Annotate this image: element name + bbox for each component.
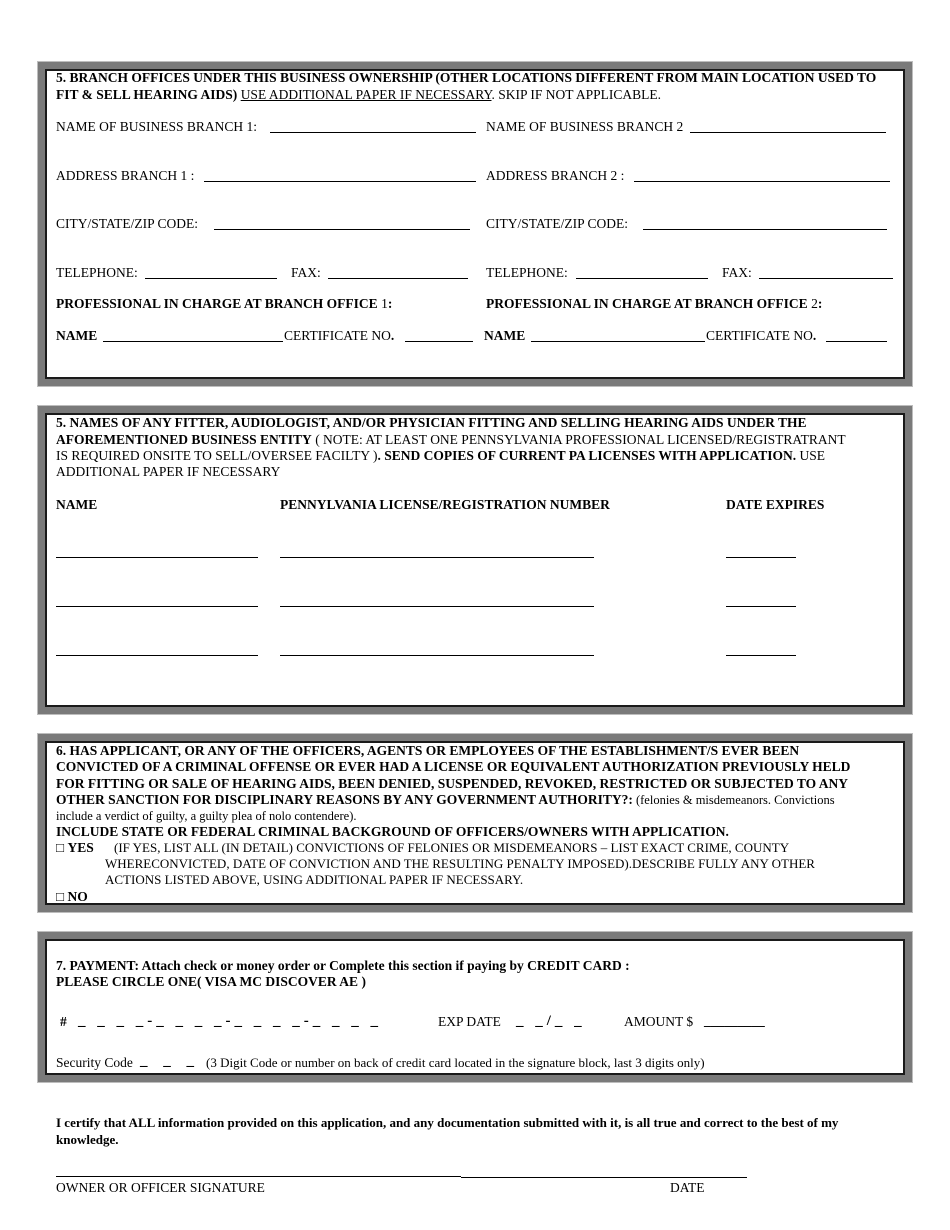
signature-field[interactable] [56, 1176, 461, 1177]
fitter-expires-field[interactable] [726, 606, 796, 607]
prof2-certificate-label: CERTIFICATE NO. [706, 328, 817, 343]
address-branch2-label: ADDRESS BRANCH 2 : [486, 168, 625, 183]
card-number-field[interactable]: _ _ _ _-_ _ _ _-_ _ _ _-_ _ _ _ [78, 1013, 382, 1029]
fitter-license-field[interactable] [280, 557, 594, 558]
yes-details-line2: WHERECONVICTED, DATE OF CONVICTION AND THE RESULTING PENALTY IMPOSED).DESCRIBE FULLY ANY OTHER [105, 856, 815, 871]
certification-text: I certify that ALL information provided on this application, and any documentation submitted with it, is all true and correct to the best of my knowledge. [56, 1115, 839, 1147]
address-branch2-field[interactable] [634, 181, 890, 182]
fitters-heading-line4: ADDITIONAL PAPER IF NECESSARY [56, 464, 281, 479]
fax2-field[interactable] [759, 278, 893, 279]
fitters-heading-line2: AFOREMENTIONED BUSINESS ENTITY ( NOTE: AT LEAST ONE PENNSYLVANIA PROFESSIONAL LICENSED/REGISTRATRANT [56, 432, 846, 447]
prof1-certificate-label: CERTIFICATE NO. [284, 328, 395, 343]
fax1-field[interactable] [328, 278, 468, 279]
fax2-label: FAX: [722, 265, 752, 280]
offense-question-line3: FOR FITTING OR SALE OF HEARING AIDS, BEEN DENIED, SUSPENDED, REVOKED, RESTRICTED OR SUBJECTED TO ANY [56, 776, 849, 791]
offense-question-line1: 6. HAS APPLICANT, OR ANY OF THE OFFICERS, AGENTS OR EMPLOYEES OF THE ESTABLISHMENT/S EVER BEEN [56, 743, 800, 758]
name-branch1-field[interactable] [270, 132, 476, 133]
yes-checkbox[interactable]: □ [56, 840, 65, 855]
prof1-name-label: NAME [56, 328, 98, 343]
exp-date-label: EXP DATE [438, 1014, 501, 1029]
prof2-name-field[interactable] [531, 341, 705, 342]
city2-label: CITY/STATE/ZIP CODE: [486, 216, 629, 231]
card-number-label: # [60, 1014, 67, 1029]
payment-card-types: PLEASE CIRCLE ONE( VISA MC DISCOVER AE ) [56, 974, 366, 989]
telephone1-field[interactable] [145, 278, 277, 279]
address-branch1-field[interactable] [204, 181, 476, 182]
address-branch1-label: ADDRESS BRANCH 1 : [56, 168, 195, 183]
fitter-name-field[interactable] [56, 655, 258, 656]
fax1-label: FAX: [291, 265, 321, 280]
yes-details-line3: ACTIONS LISTED ABOVE, USING ADDITIONAL PAPER IF NECESSARY. [105, 872, 524, 887]
amount-field[interactable]: _________ [704, 1013, 765, 1028]
telephone2-label: TELEPHONE: [486, 265, 568, 280]
fitter-name-field[interactable] [56, 606, 258, 607]
column-name: NAME [56, 497, 98, 512]
fitters-heading-line1: 5. NAMES OF ANY FITTER, AUDIOLOGIST, AND/OR PHYSICIAN FITTING AND SELLING HEARING AIDS UNDER THE [56, 415, 807, 430]
signature-label: OWNER OR OFFICER SIGNATURE [56, 1180, 265, 1195]
name-branch1-label: NAME OF BUSINESS BRANCH 1: [56, 119, 258, 134]
column-date-expires: DATE EXPIRES [726, 497, 825, 512]
date-label: DATE [670, 1180, 705, 1195]
name-branch2-label: NAME OF BUSINESS BRANCH 2 [486, 119, 684, 134]
security-code-note: (3 Digit Code or number on back of credit card located in the signature block, last 3 digits only) [206, 1055, 705, 1070]
prof-branch1-label: PROFESSIONAL IN CHARGE AT BRANCH OFFICE 1: [56, 296, 393, 311]
fitter-expires-field[interactable] [726, 557, 796, 558]
telephone1-label: TELEPHONE: [56, 265, 138, 280]
security-code-label: Security Code [56, 1055, 133, 1070]
offense-question-line4: OTHER SANCTION FOR DISCIPLINARY REASONS BY ANY GOVERNMENT AUTHORITY?: (felonies & misdemeanors. Convictions [56, 792, 835, 807]
include-background-note: INCLUDE STATE OR FEDERAL CRIMINAL BACKGROUND OF OFFICERS/OWNERS WITH APPLICATION. [56, 824, 729, 839]
fitters-heading-line3: IS REQUIRED ONSITE TO SELL/OVERSEE FACILTY ). SEND COPIES OF CURRENT PA LICENSES WITH APPLICATION. USE [56, 448, 825, 463]
yes-option[interactable]: □ YES [56, 840, 94, 855]
city2-field[interactable] [643, 229, 887, 230]
prof1-certificate-field[interactable] [405, 341, 473, 342]
yes-details-line1: (IF YES, LIST ALL (IN DETAIL) CONVICTIONS OF FELONIES OR MISDEMEANORS – LIST EXACT CRIME, COUNTY [114, 840, 790, 855]
prof2-certificate-field[interactable] [826, 341, 887, 342]
no-option[interactable]: □ NO [56, 889, 88, 904]
prof-branch2-label: PROFESSIONAL IN CHARGE AT BRANCH OFFICE 2: [486, 296, 823, 311]
name-branch2-field[interactable] [690, 132, 886, 133]
exp-date-field[interactable]: _ _/_ _ [516, 1013, 586, 1029]
payment-heading: 7. PAYMENT: Attach check or money order or Complete this section if paying by CREDIT CARD : [56, 958, 630, 973]
fitter-license-field[interactable] [280, 655, 594, 656]
amount-label: AMOUNT $ [624, 1014, 694, 1029]
fitter-license-field[interactable] [280, 606, 594, 607]
offense-question-line2: CONVICTED OF A CRIMINAL OFFENSE OR EVER HAD A LICENSE OR EQUIVALENT AUTHORIZATION PREVIOUSLY HELD [56, 759, 851, 774]
telephone2-field[interactable] [576, 278, 708, 279]
column-license: PENNYLVANIA LICENSE/REGISTRATION NUMBER [280, 497, 610, 512]
fitter-name-field[interactable] [56, 557, 258, 558]
city1-field[interactable] [214, 229, 470, 230]
no-checkbox[interactable]: □ [56, 889, 65, 904]
city1-label: CITY/STATE/ZIP CODE: [56, 216, 199, 231]
fitter-expires-field[interactable] [726, 655, 796, 656]
prof1-name-field[interactable] [103, 341, 283, 342]
offense-question-line5: include a verdict of guilty, a guilty plea of nolo contendere). [56, 809, 357, 823]
date-field[interactable] [461, 1177, 747, 1178]
branch-offices-heading: 5. BRANCH OFFICES UNDER THIS BUSINESS OWNERSHIP (OTHER LOCATIONS DIFFERENT FROM MAIN LOCATION USED TO FIT & SELL HEARING AIDS) USE ADDITIONAL PAPER IF NECESSARY. SKIP IF NOT APPLICABLE. [56, 70, 877, 102]
prof2-name-label: NAME [484, 328, 526, 343]
security-code-field[interactable]: _ _ _ [140, 1053, 200, 1069]
